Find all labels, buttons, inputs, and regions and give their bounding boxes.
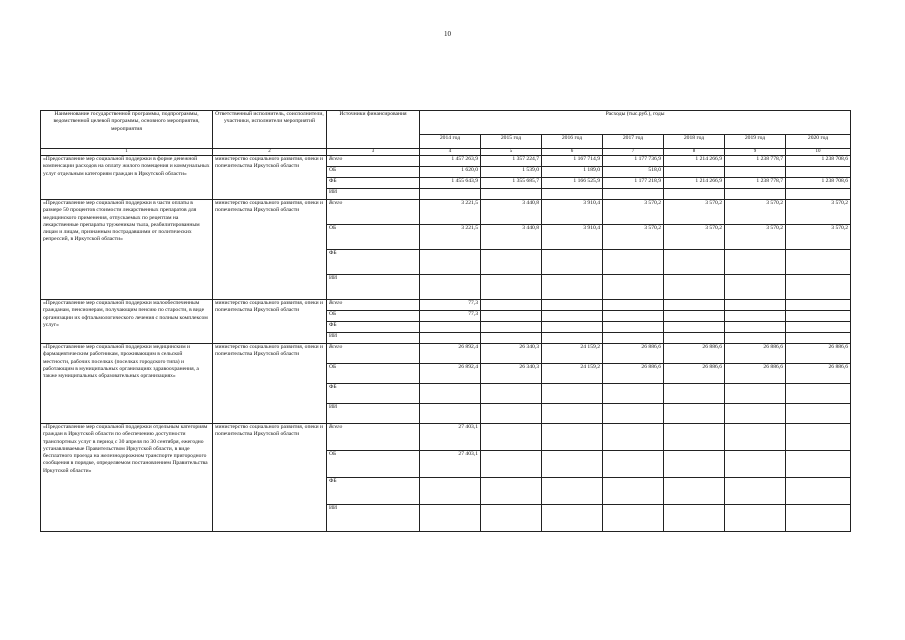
expense-value <box>664 451 725 478</box>
expense-value <box>420 478 481 505</box>
expense-value: 1 457 263,9 <box>420 156 481 167</box>
expense-value <box>542 404 603 424</box>
expense-value <box>664 189 725 200</box>
expense-value <box>603 250 664 275</box>
expense-value <box>542 478 603 505</box>
expense-value <box>542 322 603 333</box>
expense-value: 3 440,8 <box>481 225 542 250</box>
expenses-table <box>40 110 851 532</box>
expense-value <box>786 333 851 344</box>
expense-value <box>542 505 603 532</box>
expense-value <box>664 404 725 424</box>
measure-description: «Предоставление мер социальной поддержки малообеспеченным гражданам, пенсионерам, получающим пенсию по старости, в виде организации их офтальмологического лечения с полным комплексом услуг» <box>41 300 213 344</box>
funding-source <box>327 364 420 384</box>
expense-value: 1 167 714,9 <box>542 156 603 167</box>
expense-value <box>603 478 664 505</box>
expense-value <box>481 424 542 451</box>
expense-value <box>664 424 725 451</box>
expense-value <box>542 300 603 311</box>
column-index: 9 <box>725 149 786 156</box>
funding-source <box>327 250 420 275</box>
responsible-executor: министерство социального развития, опеки и попечительства Иркутской области <box>213 300 327 344</box>
expense-value <box>664 300 725 311</box>
expense-value <box>786 250 851 275</box>
expense-value <box>725 189 786 200</box>
expense-value <box>786 300 851 311</box>
expense-value: 3 570,2 <box>664 200 725 225</box>
funding-source <box>327 384 420 404</box>
expense-value: 1 455 643,9 <box>420 178 481 189</box>
expense-value <box>725 333 786 344</box>
year-header: 2017 год <box>603 135 664 149</box>
expense-value <box>481 404 542 424</box>
column-index: 3 <box>327 149 420 156</box>
expense-value <box>786 167 851 178</box>
expense-value: 1 177 218,9 <box>603 178 664 189</box>
funding-source-label: ФБ <box>329 478 337 484</box>
year-header: 2015 год <box>481 135 542 149</box>
responsible-executor: министерство социального развития, опеки и попечительства Иркутской области <box>213 156 327 200</box>
measure-description: «Предоставление мер социальной поддержки в части оплаты в размере 50 процентов стоимости лекарственных препаратов для медицинского применения, отпускаемых по рецептам на лекарственные препараты труженикам тыла, реабилитированным лицам и лицам, признанным пострадавшими от политических репрессий, в Иркутской области» <box>41 200 213 300</box>
expense-value: 1 214 266,9 <box>664 156 725 167</box>
expense-value <box>420 189 481 200</box>
expense-value: 26 886,6 <box>664 344 725 364</box>
expense-value: 518,0 <box>603 167 664 178</box>
expense-value <box>725 384 786 404</box>
expense-value <box>481 384 542 404</box>
expense-value: 3 221,5 <box>420 225 481 250</box>
funding-source <box>327 189 420 200</box>
funding-source <box>327 156 420 167</box>
expense-value <box>481 333 542 344</box>
expense-value: 1 539,0 <box>481 167 542 178</box>
col-src-header: Источники финансирования <box>327 111 420 149</box>
expense-value: 26 886,6 <box>664 364 725 384</box>
expense-value <box>420 250 481 275</box>
expense-value: 1 238 708,6 <box>786 156 851 167</box>
expense-value <box>542 275 603 300</box>
responsible-executor: министерство социального развития, опеки и попечительства Иркутской области <box>213 200 327 300</box>
responsible-executor: министерство социального развития, опеки и попечительства Иркутской области <box>213 424 327 532</box>
expense-value <box>786 311 851 322</box>
expense-value <box>786 384 851 404</box>
expense-value <box>603 384 664 404</box>
funding-source <box>327 424 420 451</box>
expense-value <box>542 333 603 344</box>
expense-value: 1 238 778,7 <box>725 156 786 167</box>
expense-value <box>664 478 725 505</box>
column-index: 4 <box>420 149 481 156</box>
expense-value: 26 886,6 <box>603 344 664 364</box>
funding-source-label: ОБ <box>329 225 337 231</box>
expense-value <box>481 451 542 478</box>
expense-value <box>542 311 603 322</box>
expense-value <box>664 384 725 404</box>
expense-value <box>481 300 542 311</box>
expense-value: 24 159,2 <box>542 364 603 384</box>
expense-value <box>603 189 664 200</box>
expense-value: 26 886,6 <box>786 344 851 364</box>
funding-source-label: ФБ <box>329 384 337 390</box>
expense-value <box>603 275 664 300</box>
expense-value <box>542 189 603 200</box>
funding-source-label: Всего <box>329 344 343 350</box>
expense-value: 26 886,6 <box>725 344 786 364</box>
funding-source-label: ОБ <box>329 311 337 317</box>
expense-value: 3 221,5 <box>420 200 481 225</box>
expense-value <box>481 275 542 300</box>
expense-value <box>664 505 725 532</box>
expense-value: 3 910,4 <box>542 225 603 250</box>
funding-source <box>327 225 420 250</box>
expense-value <box>420 384 481 404</box>
expense-value: 26 886,6 <box>786 364 851 384</box>
expense-value <box>725 275 786 300</box>
expense-value <box>786 275 851 300</box>
funding-source <box>327 178 420 189</box>
funding-source <box>327 200 420 225</box>
expense-value <box>481 250 542 275</box>
expense-value: 27 403,1 <box>420 451 481 478</box>
expense-value: 77,3 <box>420 311 481 322</box>
column-index-row <box>41 149 851 156</box>
expense-value <box>603 451 664 478</box>
expense-value <box>725 478 786 505</box>
expense-value <box>420 333 481 344</box>
expense-value <box>725 404 786 424</box>
expense-value <box>603 333 664 344</box>
expense-value <box>786 478 851 505</box>
expense-value <box>420 275 481 300</box>
expense-value <box>786 404 851 424</box>
expense-value <box>481 189 542 200</box>
funding-source-label: ОБ <box>329 364 337 370</box>
expense-value: 1 177 736,9 <box>603 156 664 167</box>
funding-source <box>327 322 420 333</box>
expense-value: 26 340,3 <box>481 364 542 384</box>
expense-value <box>542 250 603 275</box>
year-header: 2014 год <box>420 135 481 149</box>
expense-value <box>725 311 786 322</box>
expense-value: 1 189,0 <box>542 167 603 178</box>
expense-value <box>786 505 851 532</box>
column-index: 8 <box>664 149 725 156</box>
measure-description: «Предоставление мер социальной поддержки медицинским и фармацевтическим работникам, проживающим в сельской местности, рабочих поселках (поселках городского типа) и работающим в муниципальных организациях здравоохранения, а также муниципальных образовательных организациях» <box>41 344 213 424</box>
year-header: 2019 год <box>725 135 786 149</box>
funding-source <box>327 344 420 364</box>
expense-value <box>786 189 851 200</box>
expense-value <box>725 451 786 478</box>
table-row <box>41 156 851 167</box>
funding-source-label: Всего <box>329 200 343 206</box>
column-index: 5 <box>481 149 542 156</box>
funding-source <box>327 505 420 532</box>
expense-value: 3 570,2 <box>786 225 851 250</box>
expense-value: 77,3 <box>420 300 481 311</box>
expense-value <box>420 505 481 532</box>
funding-source-label: ФБ <box>329 250 337 256</box>
expense-value <box>420 322 481 333</box>
year-header: 2018 год <box>664 135 725 149</box>
expense-value <box>603 300 664 311</box>
expense-value <box>420 404 481 424</box>
funding-source <box>327 404 420 424</box>
expense-value <box>786 322 851 333</box>
measure-description: «Предоставление мер социальной поддержки отдельным категориям граждан в Иркутской области по обеспечению доступности транспортных услуг в период с 30 апреля по 30 сентября, ежегодно устанавливаемые Правительством Иркутской области, в виде бесплатного проезда на железнодорожном транспорте пригородного сообщения в порядке, определяемом постановлением Правительства Иркутской области» <box>41 424 213 532</box>
col-exp-header: Расходы (тыс.руб.), годы <box>420 111 851 135</box>
expense-value: 1 620,0 <box>420 167 481 178</box>
expense-value <box>664 275 725 300</box>
column-index: 6 <box>542 149 603 156</box>
expense-value: 3 910,4 <box>542 200 603 225</box>
table-body <box>41 156 851 532</box>
expense-value: 26 892,4 <box>420 344 481 364</box>
expense-value: 3 570,2 <box>725 225 786 250</box>
expense-value <box>481 322 542 333</box>
measure-description: «Предоставление мер социальной поддержки в форме денежной компенсации расходов на оплату жилого помещения и коммунальных услуг отдельным категориям граждан в Иркутской области» <box>41 156 213 200</box>
responsible-executor: министерство социального развития, опеки и попечительства Иркутской области <box>213 344 327 424</box>
expense-value <box>725 505 786 532</box>
expense-value: 3 440,8 <box>481 200 542 225</box>
expense-value: 1 355 685,7 <box>481 178 542 189</box>
funding-source <box>327 275 420 300</box>
expense-value: 1 357 224,7 <box>481 156 542 167</box>
table-row <box>41 344 851 364</box>
expense-value <box>481 478 542 505</box>
expense-value <box>725 424 786 451</box>
expense-value <box>725 250 786 275</box>
expense-value: 26 892,4 <box>420 364 481 384</box>
expense-value <box>542 451 603 478</box>
expense-value <box>725 322 786 333</box>
expense-value: 26 886,6 <box>725 364 786 384</box>
column-index: 10 <box>786 149 851 156</box>
expense-value: 1 238 778,7 <box>725 178 786 189</box>
expense-value <box>603 505 664 532</box>
expense-value: 26 886,6 <box>603 364 664 384</box>
header-row <box>41 111 851 135</box>
funding-source-label: ИИ <box>329 189 338 195</box>
funding-source-label: ИИ <box>329 275 338 281</box>
funding-source <box>327 167 420 178</box>
funding-source-label: ОБ <box>329 451 337 457</box>
expense-value <box>786 424 851 451</box>
expense-value <box>481 311 542 322</box>
col-resp-header: Ответственный исполнитель, соисполнители, участники, исполнители мероприятий <box>213 111 327 149</box>
table-row <box>41 200 851 225</box>
expense-value <box>664 322 725 333</box>
expense-value <box>603 311 664 322</box>
expense-value <box>725 300 786 311</box>
column-index: 7 <box>603 149 664 156</box>
funding-source-label: Всего <box>329 424 343 430</box>
expense-value <box>603 404 664 424</box>
expense-value: 3 570,2 <box>725 200 786 225</box>
expense-value <box>786 451 851 478</box>
funding-source-label: ИИ <box>329 404 338 410</box>
funding-source-label: ИИ <box>329 505 338 511</box>
column-index: 1 <box>41 149 213 156</box>
expense-value <box>664 167 725 178</box>
expense-value: 26 340,3 <box>481 344 542 364</box>
funding-source <box>327 451 420 478</box>
funding-source-label: ФБ <box>329 178 337 184</box>
table-row <box>41 300 851 311</box>
funding-source-label: ОБ <box>329 167 337 173</box>
column-index: 2 <box>213 149 327 156</box>
year-header: 2016 год <box>542 135 603 149</box>
expense-value <box>664 311 725 322</box>
col-name-header: Наименование государственной программы, подпрограммы, ведомственной целевой программы, основного мероприятия, мероприятия <box>41 111 213 149</box>
expense-value <box>664 250 725 275</box>
funding-source-label: Всего <box>329 156 343 162</box>
expense-value: 1 238 708,6 <box>786 178 851 189</box>
expense-value <box>542 384 603 404</box>
expense-value: 24 159,2 <box>542 344 603 364</box>
funding-source-label: Всего <box>329 300 343 306</box>
expense-value <box>603 424 664 451</box>
expense-value <box>664 333 725 344</box>
funding-source-label: ИИ <box>329 333 338 339</box>
funding-source <box>327 300 420 311</box>
expense-value: 3 570,2 <box>786 200 851 225</box>
expense-value: 3 570,2 <box>664 225 725 250</box>
funding-source <box>327 333 420 344</box>
expense-value: 3 570,2 <box>603 200 664 225</box>
funding-source <box>327 478 420 505</box>
expense-value <box>481 505 542 532</box>
expense-value <box>542 424 603 451</box>
expense-value <box>725 167 786 178</box>
expense-value <box>603 322 664 333</box>
funding-source-label: ФБ <box>329 322 337 328</box>
table-row <box>41 424 851 451</box>
expense-value: 1 166 525,9 <box>542 178 603 189</box>
expense-value: 3 570,2 <box>603 225 664 250</box>
funding-source <box>327 311 420 322</box>
year-header: 2020 год <box>786 135 851 149</box>
expense-value: 27 403,1 <box>420 424 481 451</box>
page-number: 10 <box>444 30 451 38</box>
expense-value: 1 214 266,9 <box>664 178 725 189</box>
